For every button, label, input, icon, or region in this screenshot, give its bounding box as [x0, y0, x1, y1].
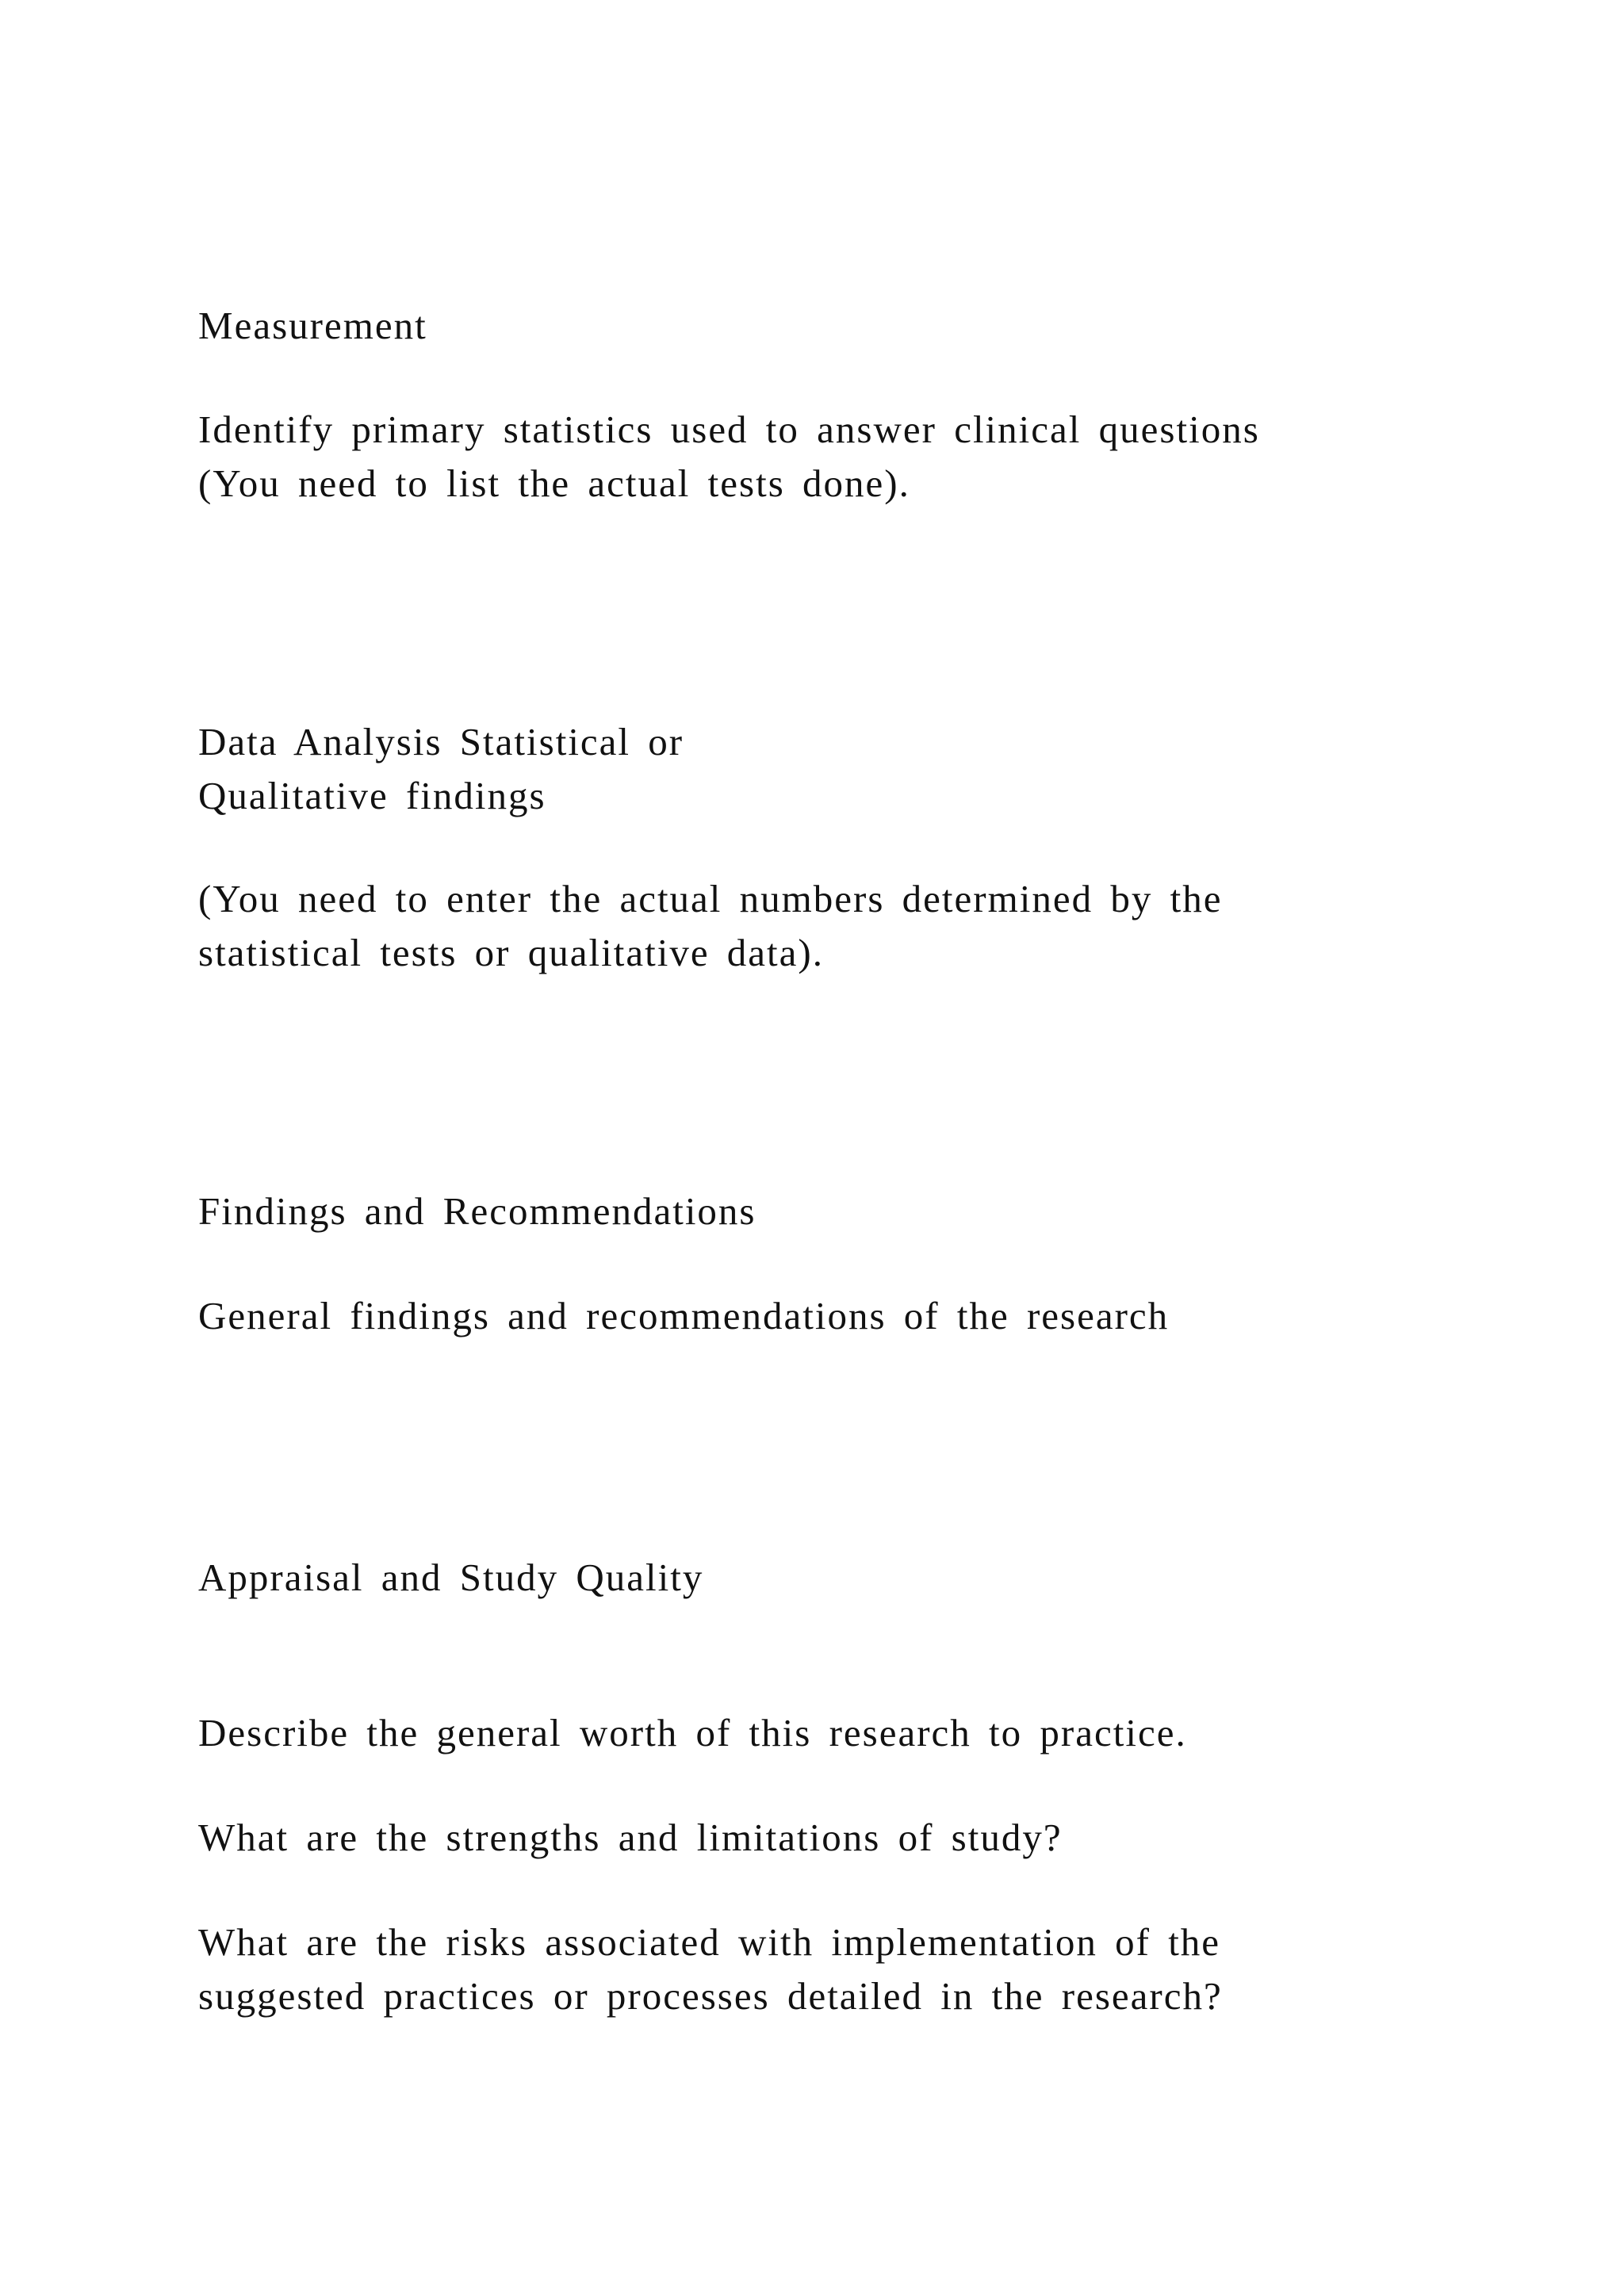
paragraph-line: (You need to list the actual tests done).: [198, 461, 910, 505]
section-heading-data-analysis: Qualitative findings: [198, 774, 546, 817]
section-heading-findings: Findings and Recommendations: [198, 1189, 756, 1233]
paragraph-line: Identify primary statistics used to answer clinical questions: [198, 408, 1260, 451]
paragraph-line: What are the risks associated with implementation of the: [198, 1920, 1221, 1964]
section-heading-measurement: Measurement: [198, 304, 427, 347]
paragraph-line: General findings and recommendations of the research: [198, 1294, 1170, 1337]
section-heading-appraisal: Appraisal and Study Quality: [198, 1556, 704, 1599]
paragraph-line: suggested practices or processes detailed in the research?: [198, 1974, 1223, 2018]
section-heading-data-analysis: Data Analysis Statistical or: [198, 720, 684, 763]
paragraph-line: (You need to enter the actual numbers determined by the: [198, 877, 1223, 920]
paragraph-line: What are the strengths and limitations of study?: [198, 1816, 1063, 1859]
paragraph-line: Describe the general worth of this research to practice.: [198, 1711, 1187, 1755]
paragraph-line: statistical tests or qualitative data).: [198, 931, 824, 974]
